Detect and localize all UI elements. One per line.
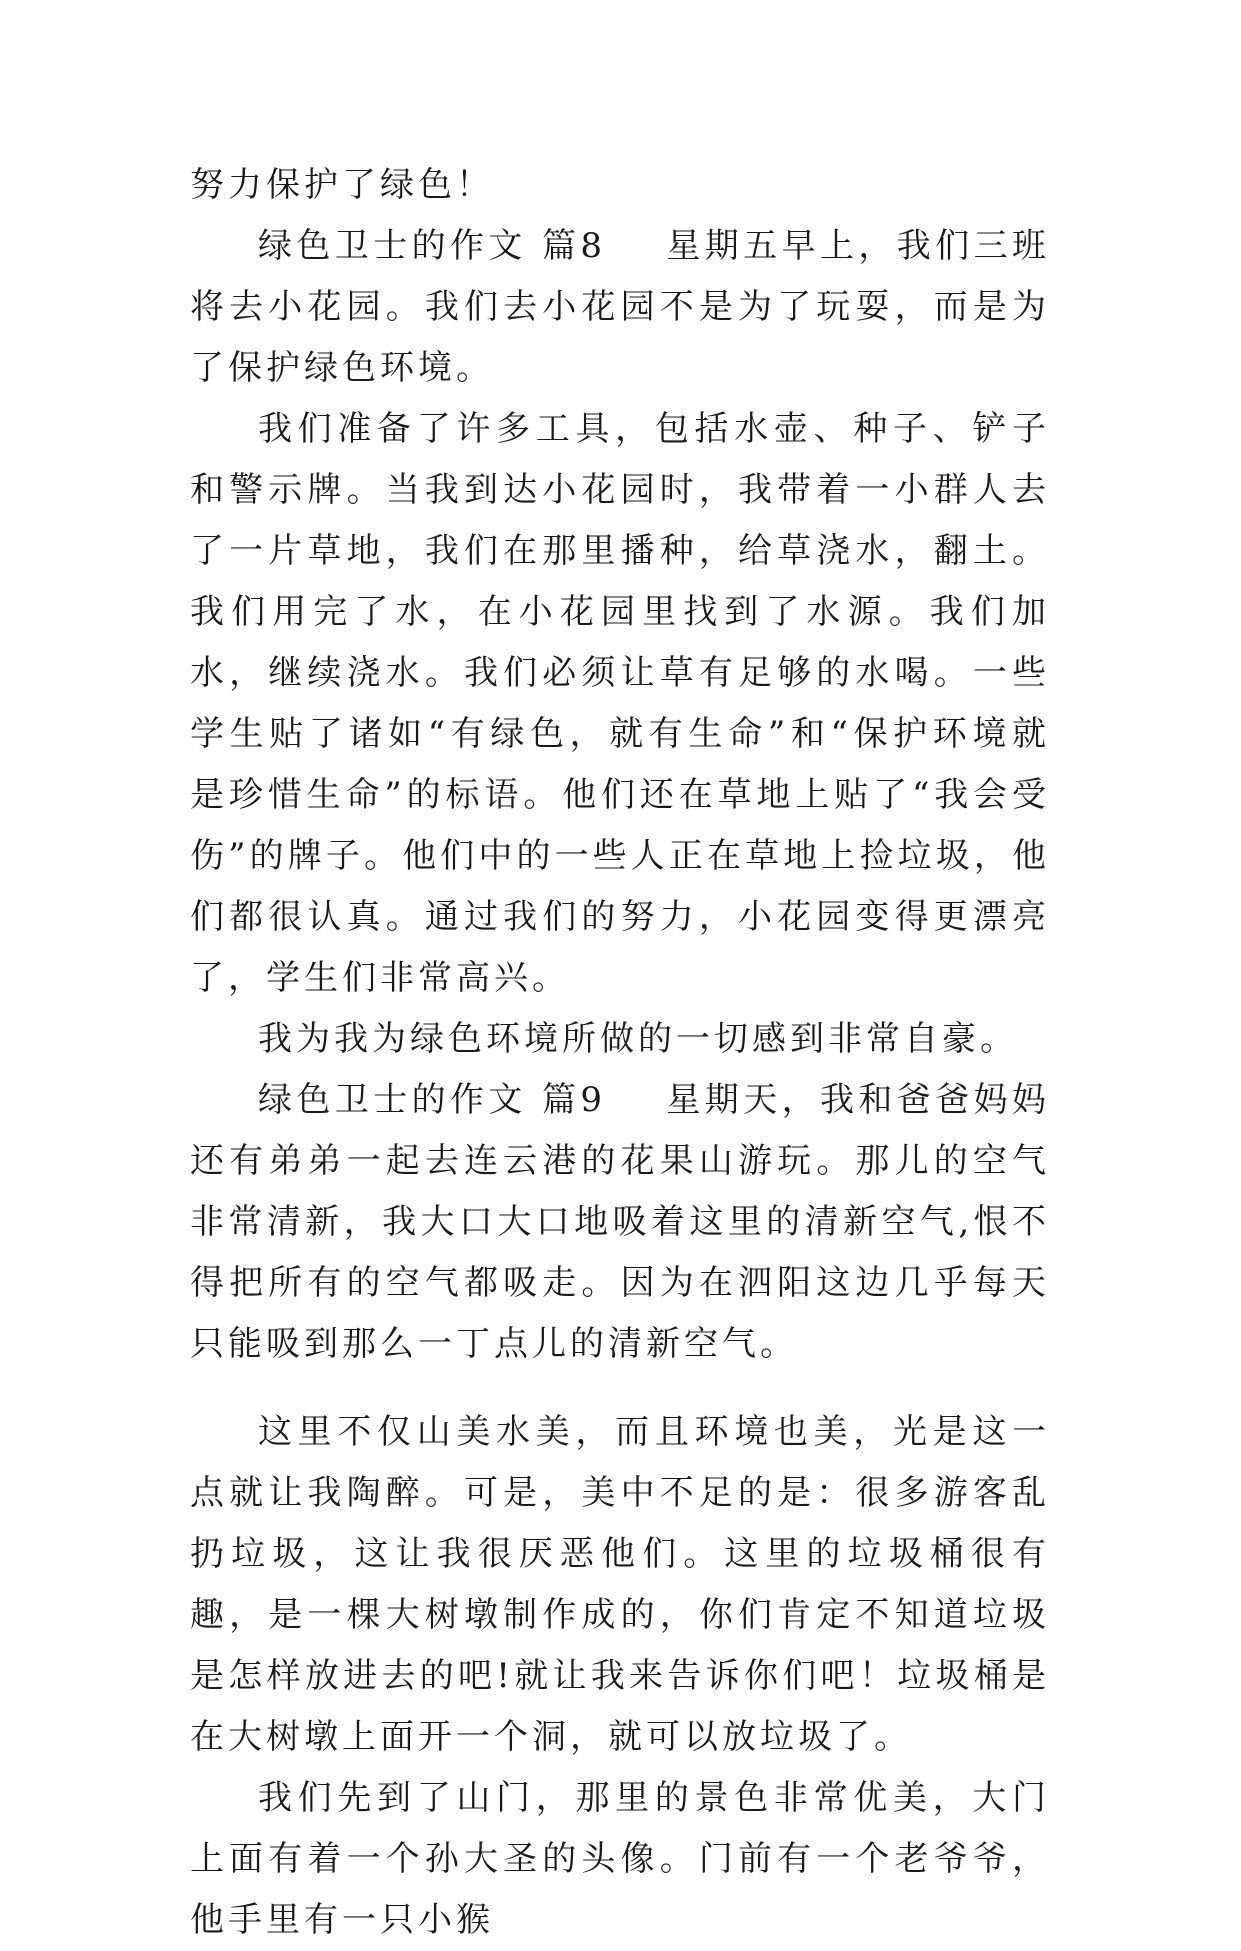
paragraph-tools [190,399,1050,1009]
document-body [190,155,1050,1951]
paragraph-text: 我们准备了许多工具，包括水壶、种子、铲子和警示牌。当我到达小花园时，我带着一小群人去了一片草地，我们在那里播种，给草浇水，翻土。我们用完了水，在小花园里找到了水源。我们加水，继续浇水。我们必须让草有足够的水喝。一些学生贴了诸如“有绿色，就有生命”和“保护环境就是珍惜生命”的标语。他们还在草地上贴了“我会受伤”的牌子。他们中的一些人正在草地上捡垃圾，他们都很认真。通过我们的努力，小花园变得更漂亮了，学生们非常高兴。 [190,409,1050,998]
paragraph-essay-8-intro [190,216,1050,399]
paragraph-gate [190,1768,1050,1951]
paragraph-text: 这里不仅山美水美，而且环境也美，光是这一点就让我陶醉。可是，美中不足的是：很多游客乱扔垃圾，这让我很厌恶他们。这里的垃圾桶很有趣，是一棵大树墩制作成的，你们肯定不知道垃圾是怎样放进去的吧!就让我来告诉你们吧！垃圾桶是在大树墩上面开一个洞，就可以放垃圾了。 [190,1412,1050,1757]
paragraph-text: 我为我为绿色环境所做的一切感到非常自豪。 [258,1019,1018,1059]
paragraph-text: 努力保护了绿色！ [190,165,494,205]
paragraph-text: 星期天，我和爸爸妈妈还有弟弟一起去连云港的花果山游玩。那儿的空气非常清新，我大口大口地吸着这里的清新空气,恨不得把所有的空气都吸走。因为在泗阳这边几乎每天只能吸到那么一丁点儿的清新空气。 [190,1080,1050,1364]
paragraph-continuation [190,155,1050,216]
essay-heading-8: 绿色卫士的作文 篇8 [258,226,607,266]
paragraph-proud [190,1009,1050,1070]
paragraph-text: 我们先到了山门，那里的景色非常优美，大门上面有着一个孙大圣的头像。门前有一个老爷爷，他手里有一只小猴 [190,1778,1050,1940]
paragraph-environment [190,1402,1050,1768]
paragraph-text: 星期五早上，我们三班将去小花园。我们去小花园不是为了玩耍，而是为了保护绿色环境。 [190,226,1050,388]
essay-heading-9: 绿色卫士的作文 篇9 [258,1080,607,1120]
paragraph-essay-9-intro [190,1070,1050,1375]
